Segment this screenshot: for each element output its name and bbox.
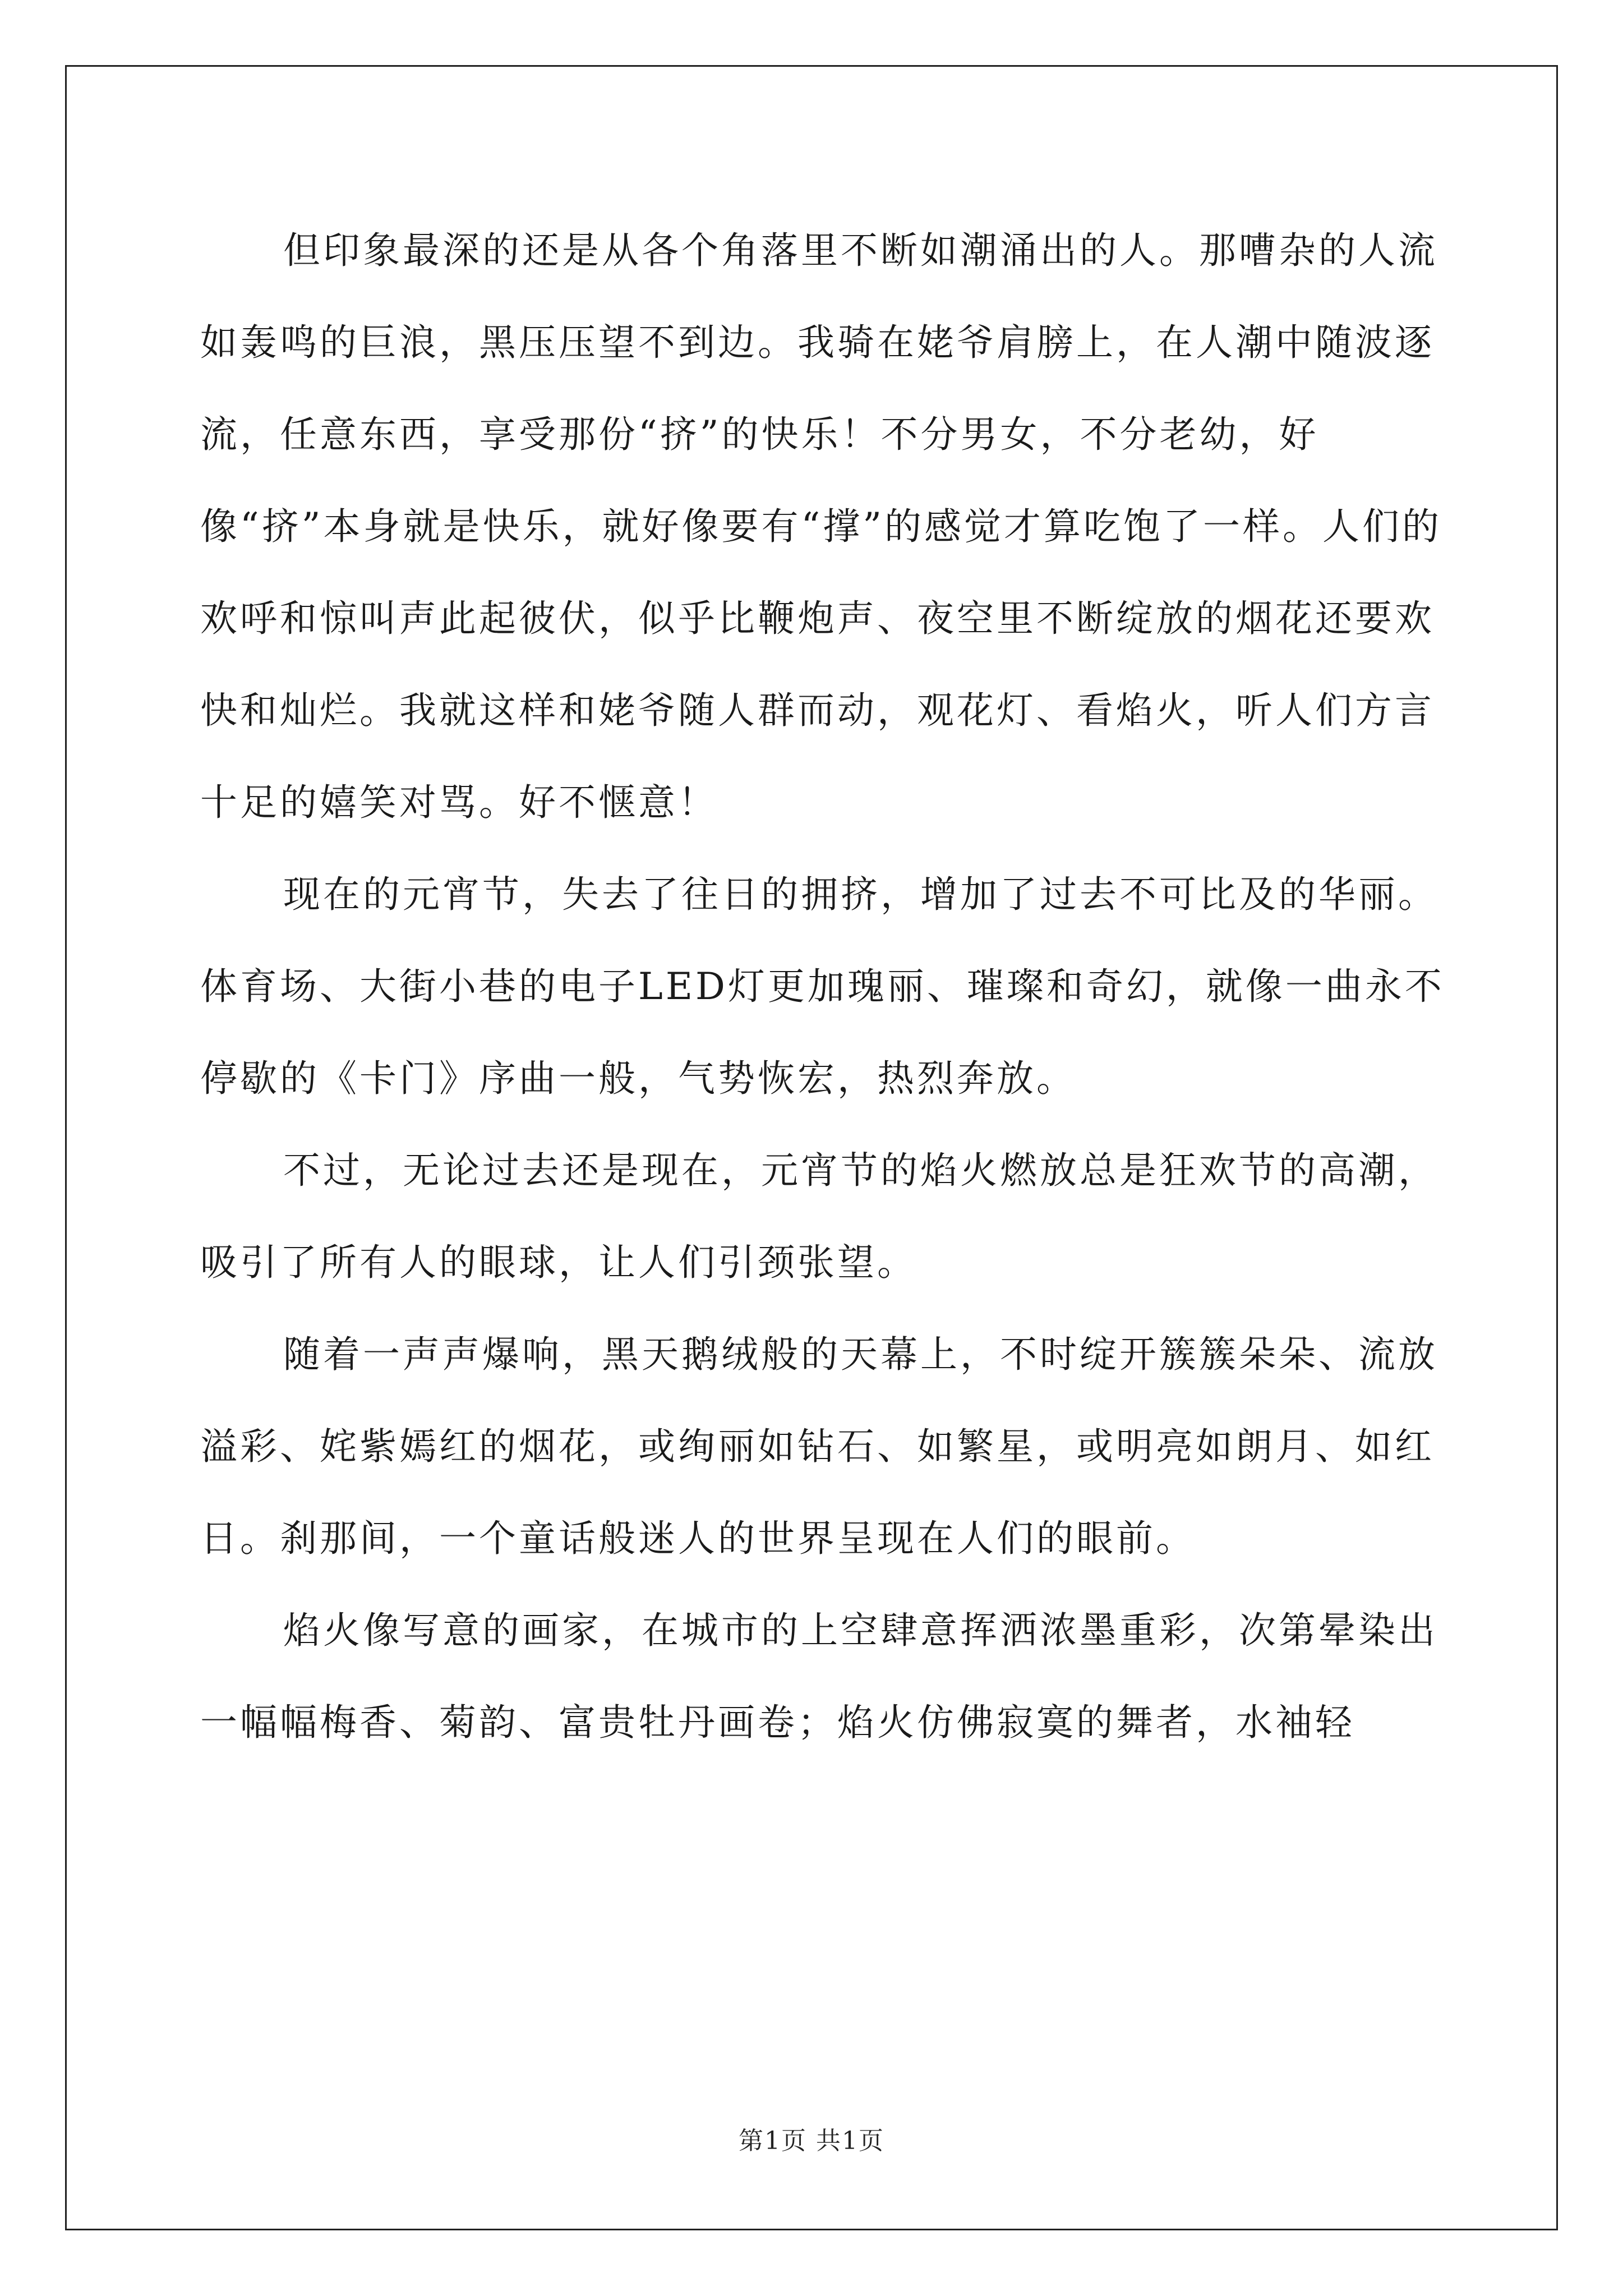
paragraph-fireworks-sky: 随着一声声爆响，黑天鹅绒般的天幕上，不时绽开簇簇朵朵、流放溢彩、姹紫嫣红的烟花，或绚丽如钻石、如繁星，或明亮如朗月、如红日。刹那间，一个童话般迷人的世界呈现在人们的眼前。 <box>200 1333 1438 1560</box>
page-footer: 第1页 共1页 <box>739 2127 884 2155</box>
paragraph-lantern-crowd: 但印象最深的还是从各个角落里不断如潮涌出的人。那嘈杂的人流如轰鸣的巨浪，黑压压望不到边。我骑在姥爷肩膀上，在人潮中随波逐流，任意东西，享受那份“挤”的快乐！不分男女，不分老幼，好像“挤”本身就是快乐，就好像要有“撑”的感觉才算吃饱了一样。人们的欢呼和惊叫声此起彼伏，似乎比鞭炮声、夜空里不断绽放的烟花还要欢快和灿烂。我就这样和姥爷随人群而动，观花灯、看焰火，听人们方言十足的嬉笑对骂。好不惬意！ <box>200 229 1442 824</box>
paragraph-fireworks-painter: 焰火像写意的画家，在城市的上空肆意挥洒浓墨重彩，次第晕染出一幅幅梅香、菊韵、富贵牡丹画卷；焰火仿佛寂寞的舞者，水袖轻 <box>200 1609 1438 1744</box>
paragraph-modern-festival: 现在的元宵节，失去了往日的拥挤，增加了过去不可比及的华丽。体育场、大街小巷的电子LED灯更加瑰丽、璀璨和奇幻，就像一曲永不停歇的《卡门》序曲一般，气势恢宏，热烈奔放。 <box>200 873 1445 1100</box>
paragraph-fireworks-climax: 不过，无论过去还是现在，元宵节的焰火燃放总是狂欢节的高潮，吸引了所有人的眼球，让人们引颈张望。 <box>200 1149 1438 1284</box>
document-body <box>200 205 1462 1769</box>
